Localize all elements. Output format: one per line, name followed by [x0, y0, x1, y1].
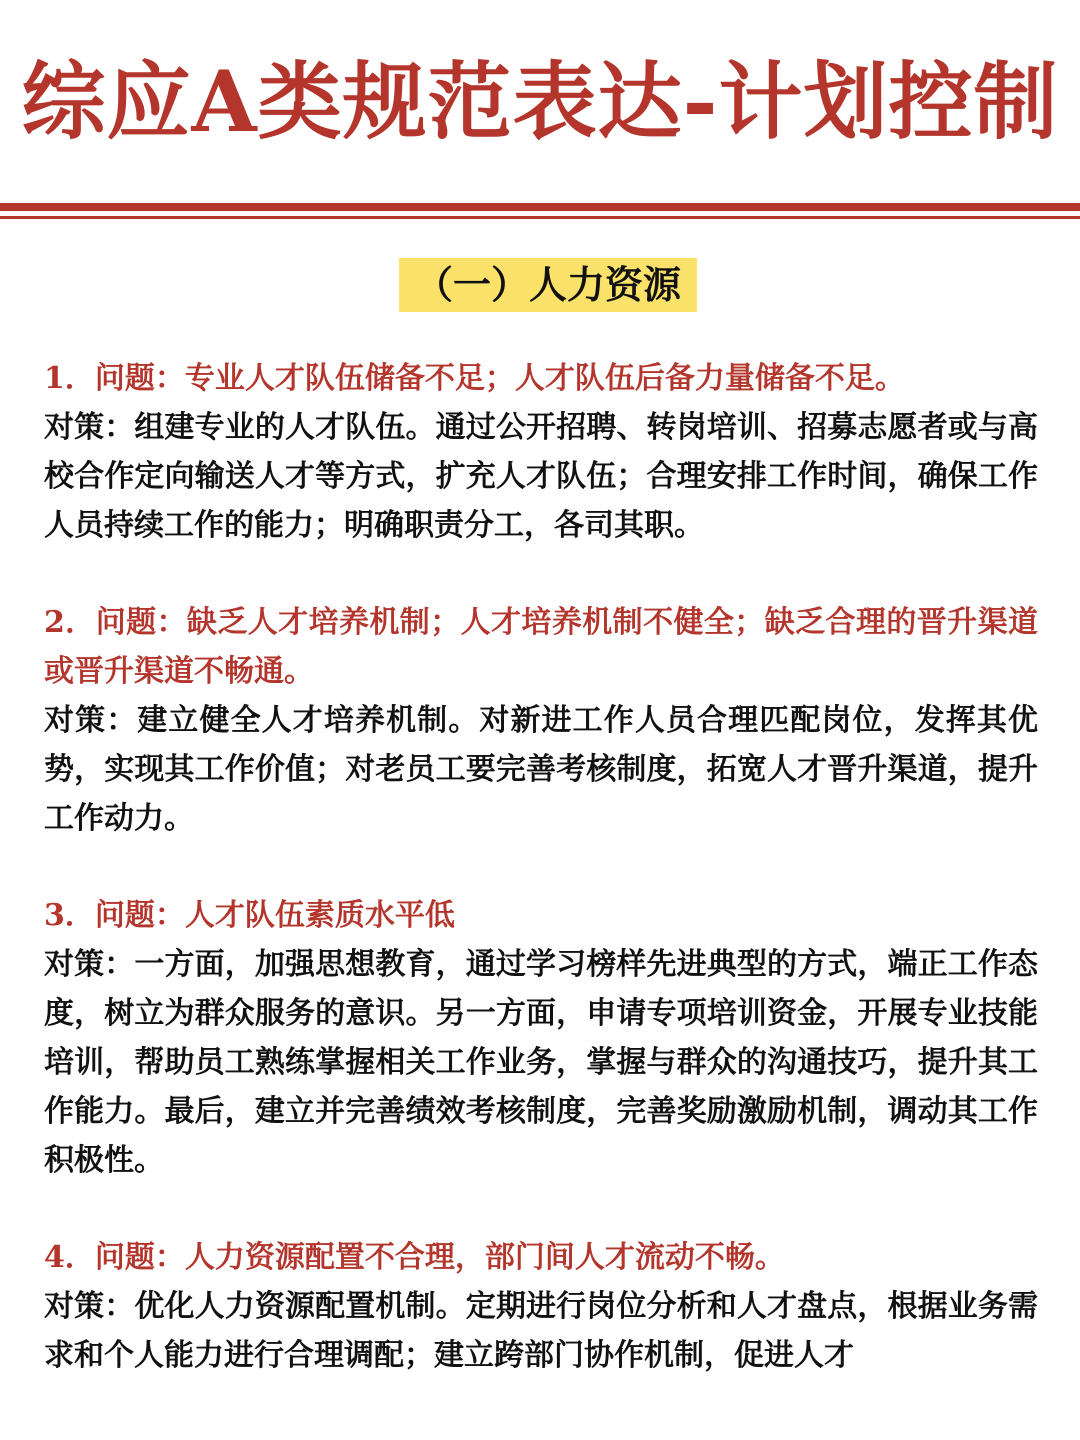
problem-text: 4．问题：人力资源配置不合理，部门间人才流动不畅。: [44, 1240, 785, 1275]
strategy-text: 对策：组建专业的人才队伍。通过公开招聘、转岗培训、招募志愿者或与高校合作定向输送人才等方式，扩充人才队伍；合理安排工作时间，确保工作人员持续工作的能力；明确职责分工，各司其职。: [44, 410, 1038, 543]
title-divider-thick: [0, 203, 1080, 211]
page-title: 综应A类规范表达-计划控制: [21, 52, 1059, 151]
list-item: [44, 891, 1038, 1185]
strategy-text: 对策：一方面，加强思想教育，通过学习榜样先进典型的方式，端正工作态度，树立为群众服务的意识。另一方面，申请专项培训资金，开展专业技能培训，帮助员工熟练掌握相关工作业务，掌握与群众的沟通技巧，提升其工作能力。最后，建立并完善绩效考核制度，完善奖励激励机制，调动其工作积极性。: [44, 947, 1038, 1178]
section-heading: （一）人力资源: [399, 258, 697, 312]
strategy-text: 对策：优化人力资源配置机制。定期进行岗位分析和人才盘点，根据业务需求和个人能力进行合理调配；建立跨部门协作机制，促进人才: [44, 1289, 1038, 1373]
strategy-text: 对策：建立健全人才培养机制。对新进工作人员合理匹配岗位，发挥其优势，实现其工作价值；对老员工要完善考核制度，拓宽人才晋升渠道，提升工作动力。: [44, 703, 1038, 836]
title-divider-thin: [0, 216, 1080, 219]
list-item: [44, 354, 1038, 550]
problem-text: 1．问题：专业人才队伍储备不足；人才队伍后备力量储备不足。: [44, 361, 905, 396]
problem-text: 2．问题：缺乏人才培养机制；人才培养机制不健全；缺乏合理的晋升渠道或晋升渠道不畅通。: [44, 605, 1038, 689]
list-item: [44, 598, 1038, 843]
list-item: [44, 1233, 1038, 1380]
problem-text: 3．问题：人才队伍素质水平低: [44, 898, 455, 933]
item-list: [44, 354, 1038, 1428]
